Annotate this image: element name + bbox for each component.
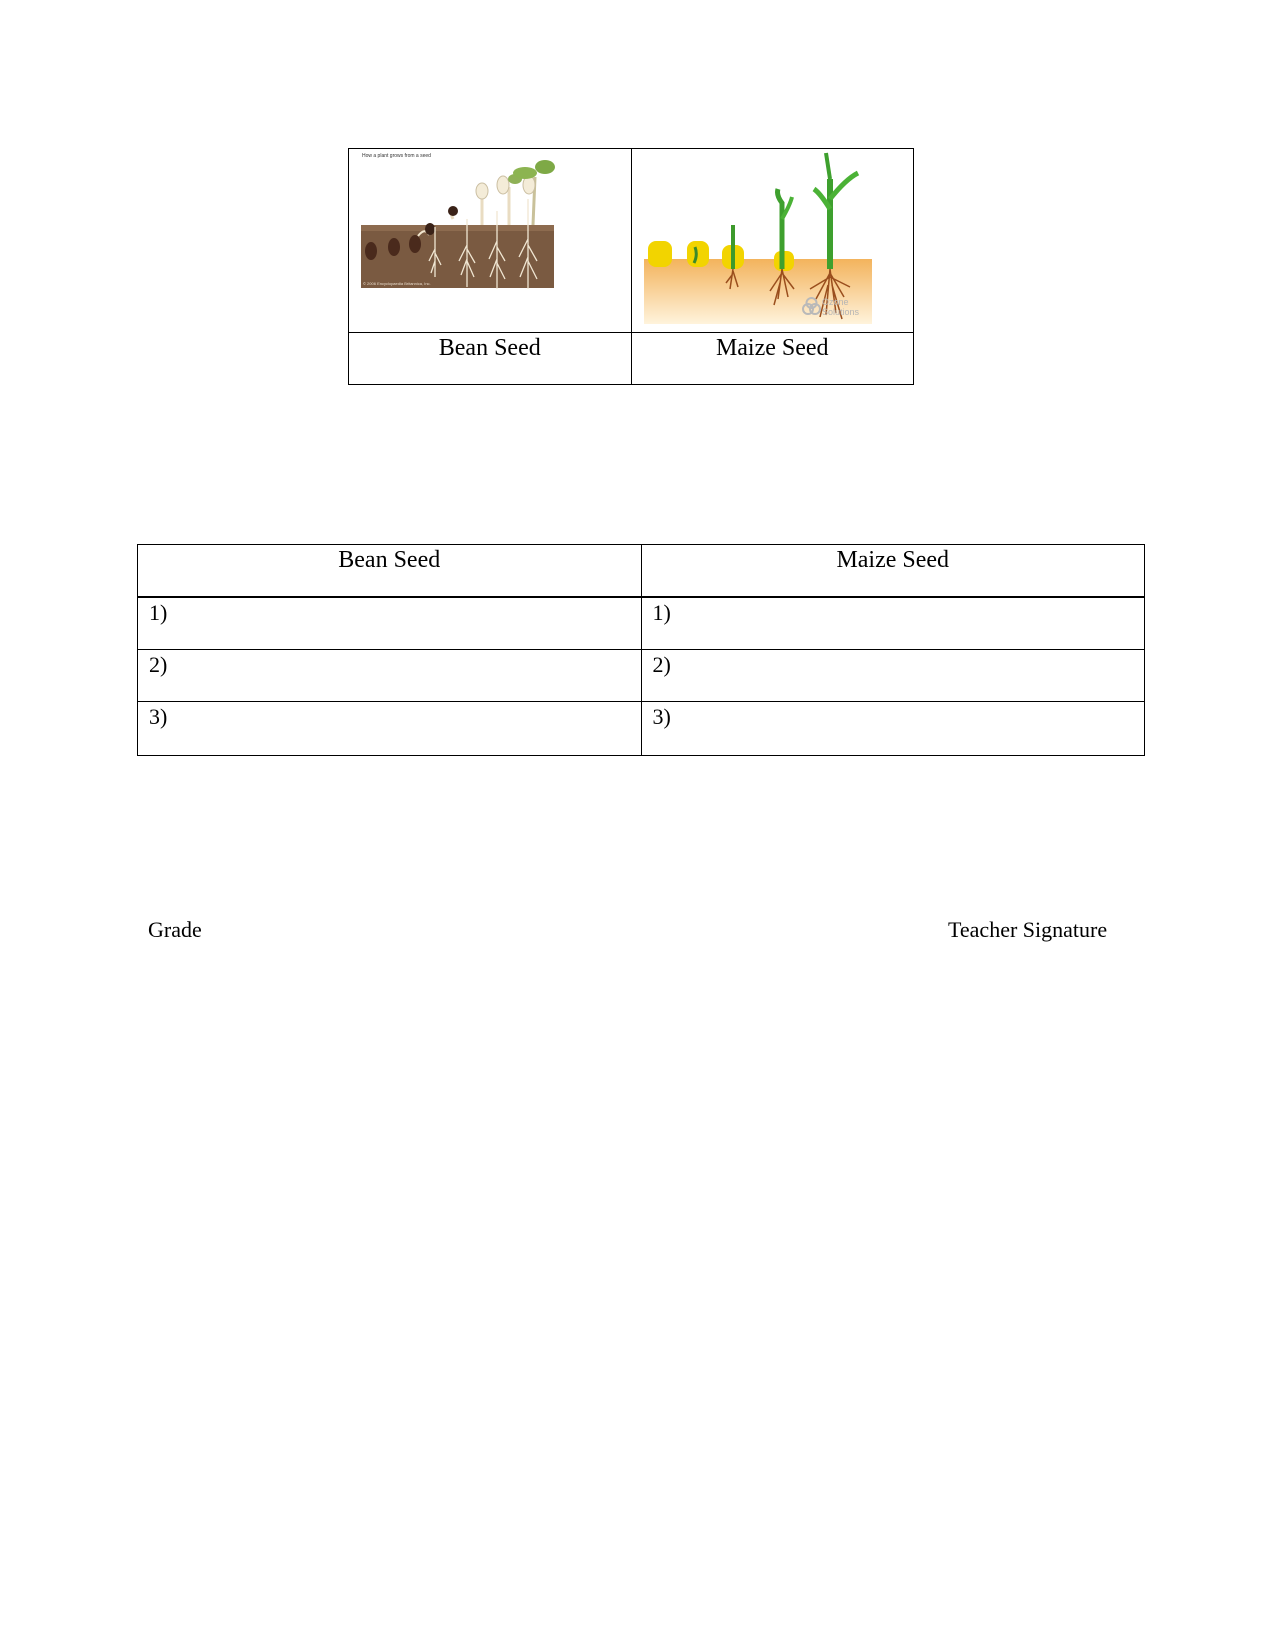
maize-image-cell bbox=[631, 149, 914, 333]
seed-comparison-table bbox=[137, 544, 1145, 756]
maize-germination-image bbox=[632, 149, 915, 332]
bean-image-caption: How a plant grows from a seed bbox=[362, 153, 431, 159]
bean-germination-image bbox=[349, 149, 632, 332]
bean-image-cell bbox=[349, 149, 632, 333]
maize-watermark-line1: Ozone bbox=[821, 297, 849, 307]
bean-image-copyright: © 2006 Encyclopaedia Britannica, Inc. bbox=[363, 281, 431, 286]
bean-seed-header: Bean Seed bbox=[138, 545, 642, 598]
maize-watermark-line2: Solutions bbox=[821, 307, 859, 317]
grade-label: Grade bbox=[148, 917, 202, 942]
bean-answer-2[interactable]: 2) bbox=[138, 650, 642, 702]
maize-answer-2[interactable]: 2) bbox=[641, 650, 1145, 702]
seed-picture-table bbox=[348, 148, 914, 385]
bean-answer-3[interactable]: 3) bbox=[138, 702, 642, 756]
maize-seed-header: Maize Seed bbox=[641, 545, 1145, 598]
bean-answer-1[interactable]: 1) bbox=[138, 597, 642, 650]
maize-seed-label: Maize Seed bbox=[631, 333, 914, 385]
bean-seed-label: Bean Seed bbox=[349, 333, 632, 385]
teacher-signature-label: Teacher Signature bbox=[948, 917, 1108, 942]
maize-answer-1[interactable]: 1) bbox=[641, 597, 1145, 650]
maize-answer-3[interactable]: 3) bbox=[641, 702, 1145, 756]
